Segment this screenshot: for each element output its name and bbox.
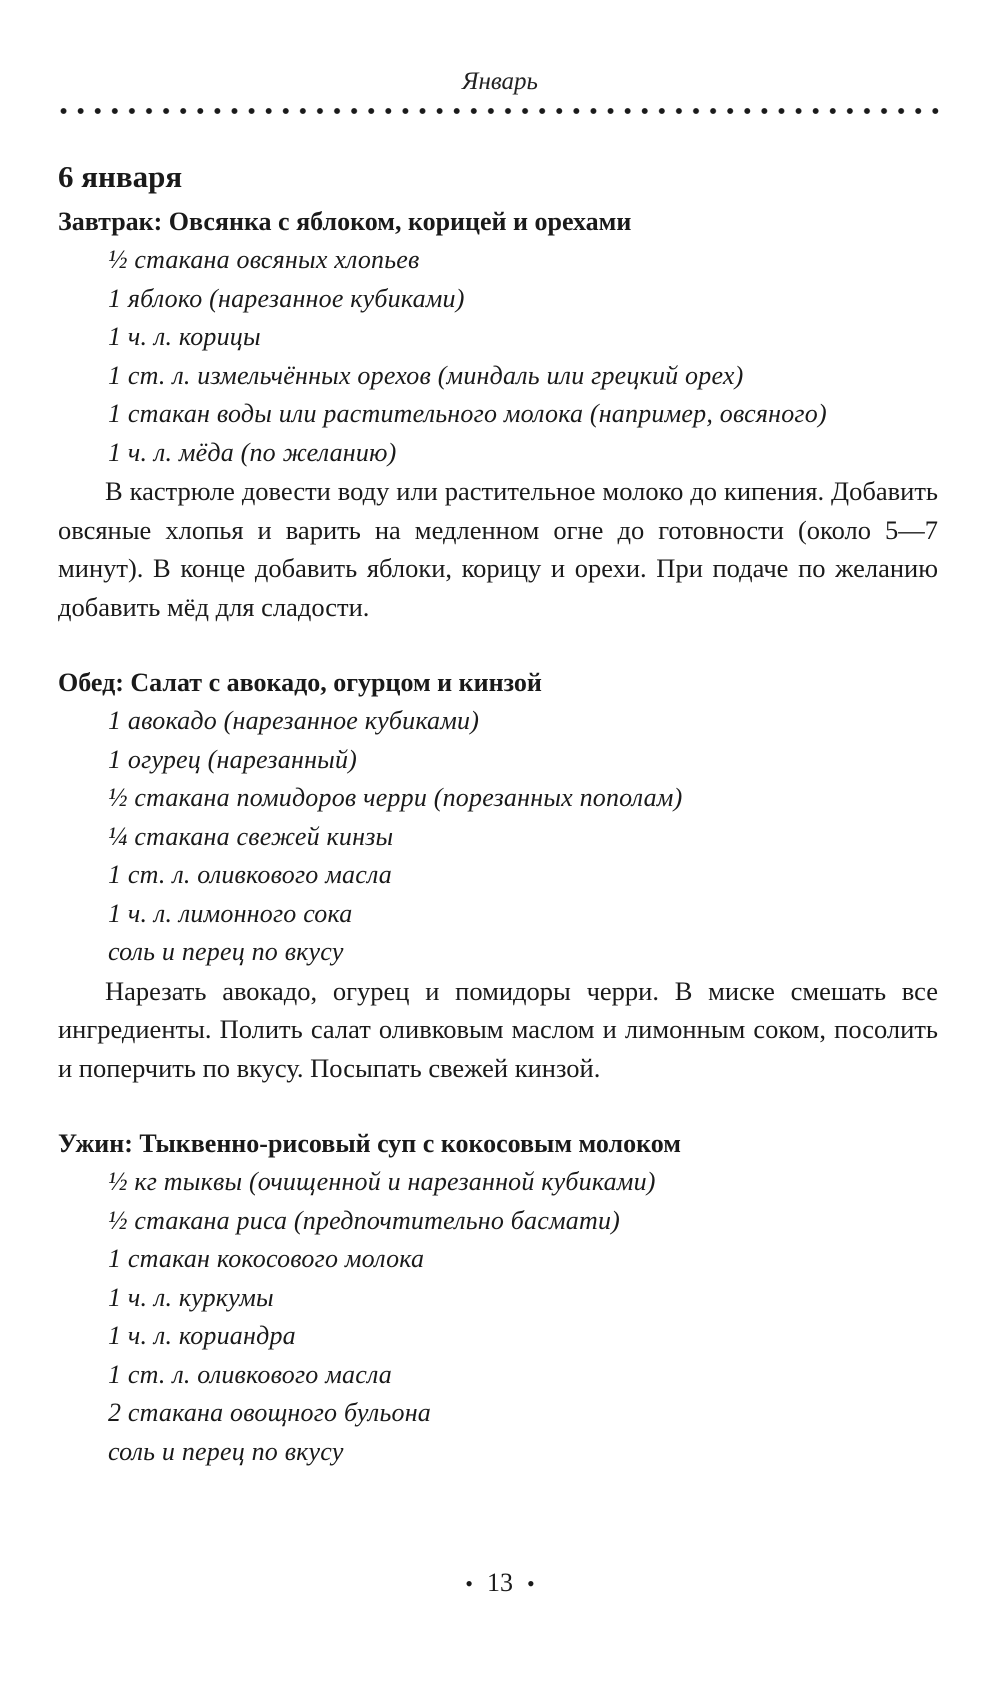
meal-breakfast — [58, 203, 938, 626]
running-head: Январь — [462, 68, 538, 95]
meal-title: Завтрак: Овсянка с яблоком, корицей и орехами — [58, 207, 632, 236]
ingredient-item: 1 авокадо (нарезанное кубиками) — [108, 706, 480, 735]
ingredient-item: 1 яблоко (нарезанное кубиками) — [108, 283, 465, 313]
ingredient-item: 1 ч. л. куркумы — [108, 1282, 274, 1312]
ingredient-item: 1 ч. л. лимонного сока — [108, 898, 353, 928]
ingredient-item: 1 огурец (нарезанный) — [108, 744, 358, 774]
bullet-icon: • — [527, 1571, 535, 1596]
ingredient-item: соль и перец по вкусу — [108, 937, 344, 966]
meal-lunch — [58, 664, 938, 1087]
meal-title: Обед: Салат с авокадо, огурцом и кинзой — [58, 668, 542, 697]
ingredient-item: 1 стакан кокосового молока — [108, 1244, 425, 1273]
method-text: Нарезать авокадо, огурец и помидоры черри. В миске смешать все ингредиенты. Полить салат оливковым маслом и лимонным соком, посолить и поперчить по вкусу. Посыпать свежей кинзой. — [58, 975, 938, 1083]
ingredient-item: ½ стакана помидоров черри (порезанных пополам) — [108, 783, 683, 812]
ingredient-list — [58, 241, 938, 472]
ingredient-item: ½ стакана риса (предпочтительно басмати) — [108, 1205, 621, 1235]
section-gap — [58, 1087, 938, 1125]
section-gap — [58, 626, 938, 664]
ingredient-item: 1 ст. л. оливкового масла — [108, 860, 392, 889]
ingredient-item: 1 ст. л. оливкового масла — [108, 1359, 392, 1389]
page-content — [58, 157, 938, 1471]
page-footer — [0, 1568, 1000, 1598]
ingredient-item: 1 ч. л. мёда (по желанию) — [108, 437, 397, 467]
ingredient-item: 2 стакана овощного бульона — [108, 1398, 432, 1427]
day-title: 6 января — [58, 159, 183, 194]
ingredient-list — [58, 1163, 938, 1471]
ingredient-item: 1 ст. л. измельчённых орехов (миндаль или грецкий орех) — [108, 360, 744, 390]
meal-title: Ужин: Тыквенно-рисовый суп с кокосовым молоком — [58, 1129, 681, 1158]
ingredient-item: 1 стакан воды или растительного молока (например, овсяного) — [108, 399, 827, 428]
ingredient-item: ½ кг тыквы (очищенной и нарезанной кубиками) — [108, 1167, 656, 1196]
ingredient-item: 1 ч. л. кориандра — [108, 1321, 296, 1350]
page-number: 13 — [487, 1568, 513, 1597]
ingredient-item: ½ стакана овсяных хлопьев — [108, 245, 420, 274]
dotted-rule — [55, 104, 945, 118]
ingredient-item: 1 ч. л. корицы — [108, 322, 261, 351]
method-text: В кастрюле довести воду или растительное молоко до кипения. Добавить овсяные хлопья и варить на медленном огне до готовности (около 5—7 минут). В конце добавить яблоки, корицу и орехи. При подаче по желанию добавить мёд для сладости. — [58, 476, 938, 622]
ingredient-item: соль и перец по вкусу — [108, 1436, 344, 1466]
ingredient-list — [58, 702, 938, 972]
meal-dinner — [58, 1125, 938, 1471]
ingredient-item: ¼ стакана свежей кинзы — [108, 821, 394, 851]
bullet-icon: • — [465, 1571, 473, 1596]
